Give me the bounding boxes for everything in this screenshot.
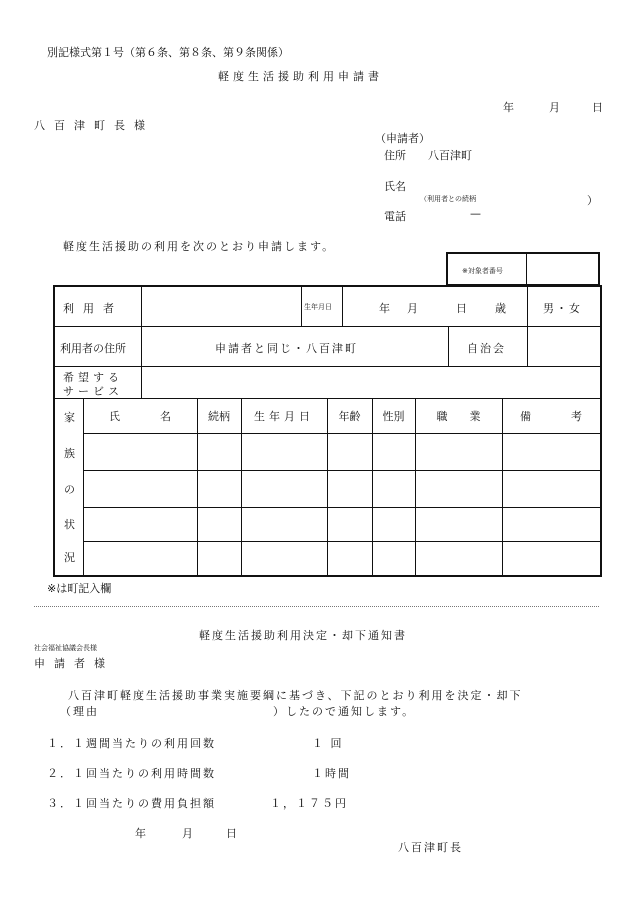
family-char-5: 況 [64,551,75,564]
application-table [53,285,622,577]
birth-year: 年 [379,302,390,315]
family-header-occupation: 職業 [436,409,503,423]
notice-title: 軽度生活援助利用決定・却下通知書 [199,629,407,642]
notice-body-line1: 八百津町軽度生活援助事業実施要綱に基づき、下記のとおり利用を決定・却下 [68,689,523,702]
notice-body-reason-open: （理由 [60,705,99,718]
notice-signer: 八百津町長 [398,841,463,854]
gender-options: 男・女 [543,302,582,315]
office-number-label: ※対象者番号 [462,267,503,275]
birth-day: 日 [456,302,467,315]
user-address-value: 申請者と同じ・八百津町 [215,342,358,355]
family-header-remarks: 備考 [520,409,622,423]
form-label: 別記様式第１号（第６条、第８条、第９条関係） [47,46,289,59]
phone-label: 電話 [384,210,406,223]
applicant-section-label: （申請者） [375,132,430,145]
family-header-name: 氏名 [109,409,211,423]
notice-item-3-label: ３．１回当たりの費用負担額 [47,797,216,810]
family-header-age: 年齢 [338,409,361,423]
phone-dash: — [470,207,481,220]
service-label-line2: サービス [63,385,123,398]
intro-text: 軽度生活援助の利用を次のとおり申請します。 [63,240,336,253]
family-char-4: 状 [64,518,75,531]
date-year-label: 年 [503,101,514,114]
family-char-3: の [64,483,75,496]
footnote: ※は町記入欄 [47,582,112,595]
family-header-relation: 続柄 [208,409,230,423]
name-label: 氏名 [384,180,406,193]
office-number-box [446,252,600,286]
date-day-label: 日 [592,101,603,114]
notice-date-year: 年 [135,827,146,840]
user-label: 利用者 [63,302,123,315]
notice-date-day: 日 [226,827,237,840]
addressee: 八百津町長様 [34,119,154,132]
address-value: 八百津町 [428,149,472,162]
notice-item-3-value: １，１７５円 [270,797,348,810]
cut-line-divider [34,606,599,607]
notice-item-2-label: ２．１回当たりの利用時間数 [47,767,216,780]
birth-label: 生年月日 [304,303,332,311]
user-address-label: 利用者の住所 [60,342,126,355]
family-header-birthdate: 生年月日 [254,409,314,423]
service-label-line1: 希望する [63,371,123,384]
notice-to-applicant: 申請者様 [34,657,114,670]
application-title: 軽度生活援助利用申請書 [218,70,383,83]
family-char-1: 家 [64,411,75,424]
notice-item-1-label: １．１週間当たりの利用回数 [47,737,216,750]
notice-item-1-value: １ 回 [312,737,344,750]
family-char-2: 族 [64,447,75,460]
age-label: 歳 [495,302,506,315]
notice-item-2-value: １時間 [312,767,351,780]
notice-date-month: 月 [182,827,193,840]
notice-to-council: 社会福祉協議会長様 [34,644,97,652]
birth-month: 月 [407,302,418,315]
family-header-gender: 性別 [382,409,405,423]
date-month-label: 月 [549,101,560,114]
address-label: 住所 [384,149,406,162]
relation-note: （利用者との続柄 [420,195,476,203]
relation-note-close: ） [587,194,598,207]
notice-body-reason-close: ）したので通知します。 [273,705,416,718]
council-label: 自治会 [467,342,506,355]
